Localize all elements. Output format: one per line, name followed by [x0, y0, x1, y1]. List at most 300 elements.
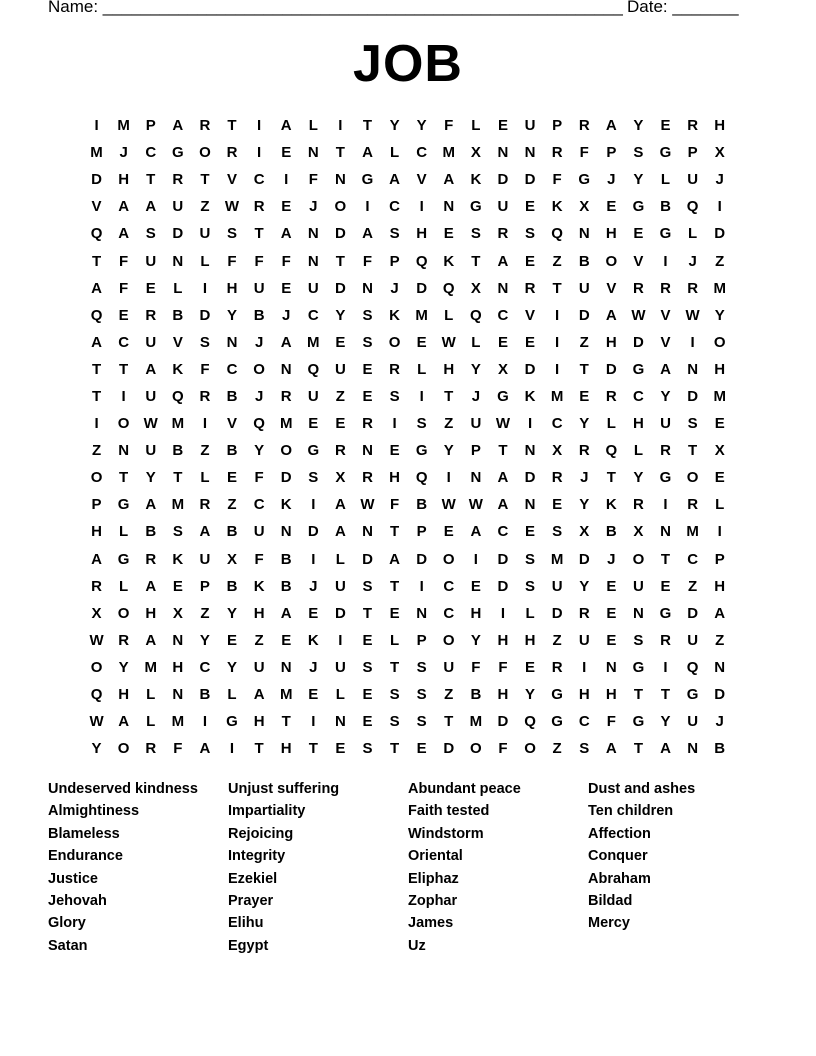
grid-letter[interactable]: I — [284, 171, 289, 189]
grid-letter[interactable]: T — [335, 252, 345, 270]
grid-letter[interactable]: F — [362, 252, 373, 270]
grid-letter[interactable]: T — [688, 442, 698, 460]
grid-letter[interactable]: R — [199, 117, 211, 135]
grid-letter[interactable]: E — [579, 387, 590, 405]
grid-letter[interactable]: I — [229, 740, 235, 758]
grid-letter[interactable]: I — [121, 387, 126, 405]
grid-letter[interactable]: M — [90, 144, 103, 162]
date-field[interactable]: Date: _______ — [627, 0, 739, 16]
grid-letter[interactable]: T — [606, 469, 616, 487]
grid-letter[interactable]: U — [253, 658, 265, 676]
grid-letter[interactable]: T — [660, 550, 671, 568]
grid-letter[interactable]: S — [470, 225, 481, 243]
grid-letter[interactable]: N — [334, 171, 346, 189]
grid-letter[interactable]: E — [714, 415, 725, 433]
grid-letter[interactable]: P — [389, 252, 400, 270]
grid-letter[interactable]: M — [550, 550, 564, 568]
grid-letter[interactable]: F — [200, 360, 210, 378]
grid-letter[interactable]: U — [307, 387, 319, 405]
grid-letter[interactable]: O — [524, 740, 536, 758]
grid-letter[interactable]: S — [389, 713, 400, 731]
grid-letter[interactable]: A — [470, 523, 482, 541]
grid-letter[interactable]: R — [660, 279, 671, 297]
grid-letter[interactable]: Y — [416, 117, 427, 135]
grid-letter[interactable]: C — [687, 550, 699, 568]
grid-letter[interactable]: F — [119, 252, 129, 270]
grid-letter[interactable]: G — [226, 713, 238, 731]
grid-letter[interactable]: E — [335, 333, 346, 351]
grid-letter[interactable]: E — [308, 415, 319, 433]
grid-letter[interactable]: E — [308, 604, 319, 622]
grid-letter[interactable]: D — [714, 686, 726, 704]
grid-letter[interactable]: Y — [660, 713, 671, 731]
grid-letter[interactable]: T — [498, 442, 508, 460]
grid-letter[interactable]: A — [497, 469, 509, 487]
grid-letter[interactable]: N — [470, 469, 482, 487]
grid-letter[interactable]: S — [389, 686, 400, 704]
grid-letter[interactable]: Q — [442, 279, 455, 297]
grid-letter[interactable]: T — [173, 469, 183, 487]
grid-letter[interactable]: O — [90, 469, 103, 487]
grid-letter[interactable]: N — [307, 252, 319, 270]
grid-letter[interactable]: A — [280, 333, 292, 351]
grid-letter[interactable]: I — [555, 306, 560, 324]
grid-letter[interactable]: A — [362, 225, 373, 243]
grid-letter[interactable]: N — [633, 604, 644, 622]
grid-letter[interactable]: E — [497, 333, 508, 351]
grid-letter[interactable]: J — [688, 252, 697, 270]
grid-letter[interactable]: P — [552, 117, 563, 135]
grid-letter[interactable]: N — [226, 333, 238, 351]
grid-letter[interactable]: F — [173, 740, 183, 758]
grid-letter[interactable]: H — [605, 333, 617, 351]
grid-letter[interactable]: K — [551, 198, 563, 216]
grid-letter[interactable]: L — [119, 523, 129, 541]
grid-letter[interactable]: D — [687, 604, 699, 622]
grid-letter[interactable]: L — [146, 686, 156, 704]
grid-letter[interactable]: Z — [579, 333, 589, 351]
grid-letter[interactable]: K — [470, 171, 482, 189]
grid-letter[interactable]: U — [145, 387, 157, 405]
grid-letter[interactable]: G — [632, 713, 645, 731]
grid-letter[interactable]: R — [280, 387, 292, 405]
grid-letter[interactable]: X — [470, 279, 481, 297]
grid-letter[interactable]: C — [633, 387, 644, 405]
grid-letter[interactable]: D — [714, 225, 726, 243]
grid-letter[interactable]: R — [605, 387, 617, 405]
grid-letter[interactable]: E — [633, 225, 644, 243]
grid-letter[interactable]: D — [199, 306, 211, 324]
grid-letter[interactable]: M — [144, 658, 157, 676]
grid-letter[interactable]: Y — [714, 306, 725, 324]
grid-letter[interactable]: D — [497, 171, 509, 189]
grid-letter[interactable]: P — [91, 496, 102, 514]
grid-letter[interactable]: L — [200, 252, 210, 270]
grid-letter[interactable]: A — [714, 604, 726, 622]
grid-letter[interactable]: H — [714, 577, 726, 595]
grid-letter[interactable]: Y — [227, 306, 238, 324]
grid-letter[interactable]: F — [254, 550, 264, 568]
grid-letter[interactable]: K — [280, 496, 292, 514]
grid-letter[interactable]: Q — [415, 469, 428, 487]
grid-letter[interactable]: W — [441, 496, 456, 514]
grid-letter[interactable]: A — [253, 686, 265, 704]
grid-letter[interactable]: R — [551, 469, 563, 487]
grid-letter[interactable]: Q — [686, 198, 699, 216]
grid-letter[interactable]: W — [685, 306, 700, 324]
grid-letter[interactable]: D — [551, 604, 563, 622]
grid-letter[interactable]: H — [714, 360, 726, 378]
grid-letter[interactable]: U — [172, 198, 184, 216]
grid-letter[interactable]: T — [119, 469, 129, 487]
grid-letter[interactable]: S — [633, 631, 644, 649]
grid-letter[interactable]: H — [470, 604, 482, 622]
grid-letter[interactable]: N — [524, 496, 536, 514]
grid-letter[interactable]: G — [578, 171, 591, 189]
grid-letter[interactable]: N — [172, 686, 184, 704]
grid-letter[interactable]: T — [579, 360, 589, 378]
grid-letter[interactable]: E — [118, 306, 129, 324]
grid-letter[interactable]: R — [524, 279, 536, 297]
grid-letter[interactable]: I — [365, 198, 370, 216]
grid-letter[interactable]: C — [226, 360, 238, 378]
grid-letter[interactable]: U — [687, 171, 699, 189]
grid-letter[interactable]: O — [605, 252, 618, 270]
grid-letter[interactable]: C — [253, 171, 265, 189]
grid-letter[interactable]: R — [226, 144, 238, 162]
grid-letter[interactable]: E — [660, 577, 671, 595]
grid-letter[interactable]: G — [632, 658, 645, 676]
grid-letter[interactable]: Z — [552, 631, 562, 649]
grid-letter[interactable]: K — [307, 631, 319, 649]
grid-letter[interactable]: R — [687, 117, 699, 135]
grid-letter[interactable]: Y — [254, 442, 265, 460]
grid-letter[interactable]: E — [362, 686, 373, 704]
grid-letter[interactable]: C — [199, 658, 211, 676]
grid-letter[interactable]: D — [497, 550, 509, 568]
grid-letter[interactable]: R — [687, 496, 699, 514]
grid-letter[interactable]: T — [389, 523, 400, 541]
grid-letter[interactable]: W — [89, 713, 104, 731]
grid-letter[interactable]: B — [172, 442, 184, 460]
grid-letter[interactable]: G — [659, 604, 672, 622]
grid-letter[interactable]: E — [362, 631, 373, 649]
grid-letter[interactable]: E — [281, 279, 292, 297]
grid-letter[interactable]: Z — [688, 577, 698, 595]
grid-letter[interactable]: A — [118, 713, 130, 731]
grid-letter[interactable]: U — [633, 577, 644, 595]
grid-letter[interactable]: T — [91, 360, 102, 378]
grid-letter[interactable]: K — [524, 387, 536, 405]
grid-letter[interactable]: F — [606, 713, 616, 731]
grid-letter[interactable]: E — [172, 577, 183, 595]
grid-letter[interactable]: B — [714, 740, 726, 758]
grid-letter[interactable]: I — [527, 415, 533, 433]
grid-letter[interactable]: L — [389, 631, 400, 649]
grid-letter[interactable]: C — [497, 523, 509, 541]
grid-letter[interactable]: A — [280, 225, 292, 243]
grid-letter[interactable]: F — [471, 658, 481, 676]
grid-letter[interactable]: A — [362, 144, 373, 162]
grid-letter[interactable]: Y — [525, 686, 536, 704]
grid-letter[interactable]: I — [717, 198, 722, 216]
grid-letter[interactable]: I — [419, 198, 424, 216]
grid-letter[interactable]: X — [552, 442, 563, 460]
grid-letter[interactable]: I — [717, 523, 722, 541]
grid-letter[interactable]: B — [470, 686, 482, 704]
grid-letter[interactable]: O — [686, 469, 699, 487]
grid-letter[interactable]: U — [551, 577, 563, 595]
grid-letter[interactable]: A — [145, 360, 157, 378]
grid-letter[interactable]: B — [226, 442, 238, 460]
grid-letter[interactable]: P — [714, 550, 725, 568]
grid-letter[interactable]: Z — [200, 442, 210, 460]
grid-letter[interactable]: T — [119, 360, 129, 378]
grid-letter[interactable]: R — [362, 415, 373, 433]
grid-letter[interactable]: F — [254, 469, 264, 487]
grid-letter[interactable]: C — [307, 306, 319, 324]
grid-letter[interactable]: J — [715, 713, 724, 731]
grid-letter[interactable]: A — [605, 117, 617, 135]
grid-letter[interactable]: C — [145, 144, 157, 162]
grid-letter[interactable]: G — [632, 360, 645, 378]
grid-letter[interactable]: E — [281, 198, 292, 216]
grid-letter[interactable]: P — [606, 144, 617, 162]
grid-letter[interactable]: E — [389, 442, 400, 460]
grid-letter[interactable]: U — [578, 279, 590, 297]
grid-letter[interactable]: G — [497, 387, 509, 405]
grid-letter[interactable]: A — [199, 523, 211, 541]
grid-letter[interactable]: W — [441, 333, 456, 351]
grid-letter[interactable]: I — [202, 713, 207, 731]
grid-letter[interactable]: M — [550, 387, 564, 405]
grid-letter[interactable]: M — [279, 686, 293, 704]
grid-letter[interactable]: Y — [389, 117, 400, 135]
grid-letter[interactable]: B — [226, 577, 238, 595]
grid-letter[interactable]: T — [633, 740, 643, 758]
grid-letter[interactable]: M — [686, 523, 699, 541]
grid-letter[interactable]: R — [687, 279, 699, 297]
grid-letter[interactable]: I — [473, 550, 478, 568]
grid-letter[interactable]: K — [443, 252, 455, 270]
grid-letter[interactable]: I — [94, 415, 99, 433]
grid-letter[interactable]: I — [311, 713, 316, 731]
grid-letter[interactable]: Z — [200, 604, 210, 622]
grid-letter[interactable]: C — [416, 144, 428, 162]
grid-letter[interactable]: X — [470, 144, 481, 162]
grid-letter[interactable]: S — [525, 225, 536, 243]
grid-letter[interactable]: H — [714, 117, 726, 135]
grid-letter[interactable]: D — [633, 333, 644, 351]
grid-letter[interactable]: M — [171, 415, 185, 433]
grid-letter[interactable]: C — [253, 496, 265, 514]
grid-letter[interactable]: D — [280, 469, 292, 487]
grid-letter[interactable]: Z — [200, 198, 210, 216]
grid-letter[interactable]: L — [200, 469, 210, 487]
grid-letter[interactable]: T — [660, 686, 671, 704]
grid-letter[interactable]: L — [606, 415, 616, 433]
grid-letter[interactable]: S — [525, 550, 536, 568]
grid-letter[interactable]: E — [362, 387, 373, 405]
grid-letter[interactable]: U — [253, 523, 265, 541]
grid-letter[interactable]: D — [172, 225, 184, 243]
grid-letter[interactable]: U — [145, 333, 157, 351]
grid-letter[interactable]: U — [578, 631, 590, 649]
grid-letter[interactable]: D — [443, 740, 455, 758]
grid-letter[interactable]: H — [253, 604, 265, 622]
grid-letter[interactable]: Z — [552, 252, 562, 270]
grid-letter[interactable]: B — [280, 550, 292, 568]
grid-letter[interactable]: A — [145, 198, 157, 216]
grid-letter[interactable]: A — [145, 577, 157, 595]
grid-letter[interactable]: A — [389, 550, 400, 568]
grid-letter[interactable]: I — [663, 496, 668, 514]
grid-letter[interactable]: Y — [443, 442, 454, 460]
grid-letter[interactable]: K — [172, 550, 184, 568]
grid-letter[interactable]: R — [660, 631, 671, 649]
grid-letter[interactable]: J — [607, 550, 616, 568]
grid-letter[interactable]: N — [497, 144, 509, 162]
grid-letter[interactable]: J — [580, 469, 589, 487]
grid-letter[interactable]: C — [578, 713, 590, 731]
grid-letter[interactable]: D — [497, 713, 509, 731]
grid-letter[interactable]: S — [579, 740, 590, 758]
grid-letter[interactable]: B — [226, 523, 238, 541]
grid-letter[interactable]: K — [605, 496, 617, 514]
grid-letter[interactable]: A — [91, 550, 102, 568]
grid-letter[interactable]: H — [118, 171, 130, 189]
grid-letter[interactable]: O — [117, 415, 130, 433]
grid-letter[interactable]: Q — [551, 225, 563, 243]
grid-letter[interactable]: T — [389, 658, 400, 676]
grid-letter[interactable]: Z — [91, 442, 102, 460]
grid-letter[interactable]: B — [280, 577, 292, 595]
grid-letter[interactable]: J — [471, 387, 481, 405]
grid-letter[interactable]: Q — [90, 686, 103, 704]
grid-letter[interactable]: E — [525, 333, 536, 351]
grid-letter[interactable]: B — [416, 496, 428, 514]
grid-letter[interactable]: U — [334, 658, 346, 676]
grid-letter[interactable]: J — [309, 658, 318, 676]
grid-letter[interactable]: D — [334, 225, 346, 243]
grid-letter[interactable]: B — [226, 387, 238, 405]
grid-letter[interactable]: L — [444, 306, 454, 324]
grid-letter[interactable]: E — [660, 117, 671, 135]
grid-letter[interactable]: O — [470, 740, 482, 758]
grid-letter[interactable]: T — [91, 252, 102, 270]
grid-letter[interactable]: F — [498, 658, 508, 676]
grid-letter[interactable]: Y — [633, 171, 644, 189]
grid-letter[interactable]: V — [660, 306, 671, 324]
grid-letter[interactable]: I — [446, 469, 451, 487]
grid-letter[interactable]: I — [257, 117, 262, 135]
grid-letter[interactable]: I — [663, 658, 668, 676]
grid-letter[interactable]: B — [605, 523, 617, 541]
grid-letter[interactable]: J — [119, 144, 128, 162]
grid-letter[interactable]: I — [555, 360, 560, 378]
grid-letter[interactable]: R — [633, 279, 644, 297]
grid-letter[interactable]: M — [713, 387, 726, 405]
grid-letter[interactable]: O — [199, 144, 211, 162]
grid-letter[interactable]: J — [254, 333, 264, 351]
grid-letter[interactable]: I — [338, 117, 343, 135]
grid-letter[interactable]: N — [280, 523, 292, 541]
grid-letter[interactable]: R — [118, 631, 130, 649]
grid-letter[interactable]: A — [199, 740, 211, 758]
grid-letter[interactable]: F — [444, 117, 454, 135]
grid-letter[interactable]: J — [309, 577, 318, 595]
grid-letter[interactable]: S — [362, 306, 373, 324]
grid-letter[interactable]: G — [632, 198, 645, 216]
grid-letter[interactable]: E — [227, 469, 238, 487]
grid-letter[interactable]: E — [227, 631, 238, 649]
grid-letter[interactable]: V — [227, 415, 238, 433]
grid-letter[interactable]: H — [253, 713, 265, 731]
grid-letter[interactable]: T — [471, 252, 481, 270]
grid-letter[interactable]: R — [199, 496, 211, 514]
grid-letter[interactable]: Z — [444, 415, 454, 433]
grid-letter[interactable]: P — [687, 144, 698, 162]
grid-letter[interactable]: A — [145, 631, 157, 649]
grid-letter[interactable]: O — [117, 604, 130, 622]
grid-letter[interactable]: H — [578, 686, 590, 704]
grid-letter[interactable]: A — [605, 740, 617, 758]
grid-letter[interactable]: N — [362, 442, 373, 460]
grid-letter[interactable]: G — [551, 686, 563, 704]
grid-letter[interactable]: N — [307, 225, 319, 243]
grid-letter[interactable]: J — [254, 387, 264, 405]
grid-letter[interactable]: Z — [335, 387, 345, 405]
grid-letter[interactable]: U — [334, 577, 346, 595]
grid-letter[interactable]: Z — [227, 496, 237, 514]
grid-letter[interactable]: O — [713, 333, 726, 351]
grid-letter[interactable]: Y — [633, 469, 644, 487]
grid-letter[interactable]: T — [362, 117, 373, 135]
grid-letter[interactable]: L — [308, 117, 318, 135]
grid-letter[interactable]: V — [633, 252, 644, 270]
grid-letter[interactable]: M — [171, 496, 185, 514]
grid-letter[interactable]: C — [497, 306, 509, 324]
grid-letter[interactable]: A — [497, 496, 509, 514]
grid-letter[interactable]: F — [579, 144, 589, 162]
grid-letter[interactable]: P — [416, 523, 427, 541]
grid-letter[interactable]: D — [307, 523, 319, 541]
grid-letter[interactable]: N — [660, 523, 671, 541]
grid-letter[interactable]: D — [334, 279, 346, 297]
grid-letter[interactable]: T — [308, 740, 318, 758]
grid-letter[interactable]: A — [145, 496, 157, 514]
grid-letter[interactable]: D — [416, 550, 428, 568]
grid-letter[interactable]: G — [659, 469, 672, 487]
grid-letter[interactable]: Y — [91, 740, 102, 758]
grid-letter[interactable]: X — [497, 360, 508, 378]
grid-letter[interactable]: Z — [552, 740, 562, 758]
grid-letter[interactable]: E — [281, 631, 292, 649]
grid-letter[interactable]: Y — [470, 360, 481, 378]
grid-letter[interactable]: G — [415, 442, 428, 460]
grid-letter[interactable]: X — [579, 198, 590, 216]
grid-letter[interactable]: F — [552, 171, 562, 189]
grid-letter[interactable]: G — [659, 144, 672, 162]
grid-letter[interactable]: E — [606, 577, 617, 595]
grid-letter[interactable]: O — [388, 333, 401, 351]
grid-letter[interactable]: R — [551, 144, 563, 162]
grid-letter[interactable]: I — [392, 415, 397, 433]
grid-letter[interactable]: F — [254, 252, 264, 270]
grid-letter[interactable]: W — [143, 415, 158, 433]
grid-letter[interactable]: D — [416, 279, 428, 297]
grid-letter[interactable]: U — [524, 117, 536, 135]
